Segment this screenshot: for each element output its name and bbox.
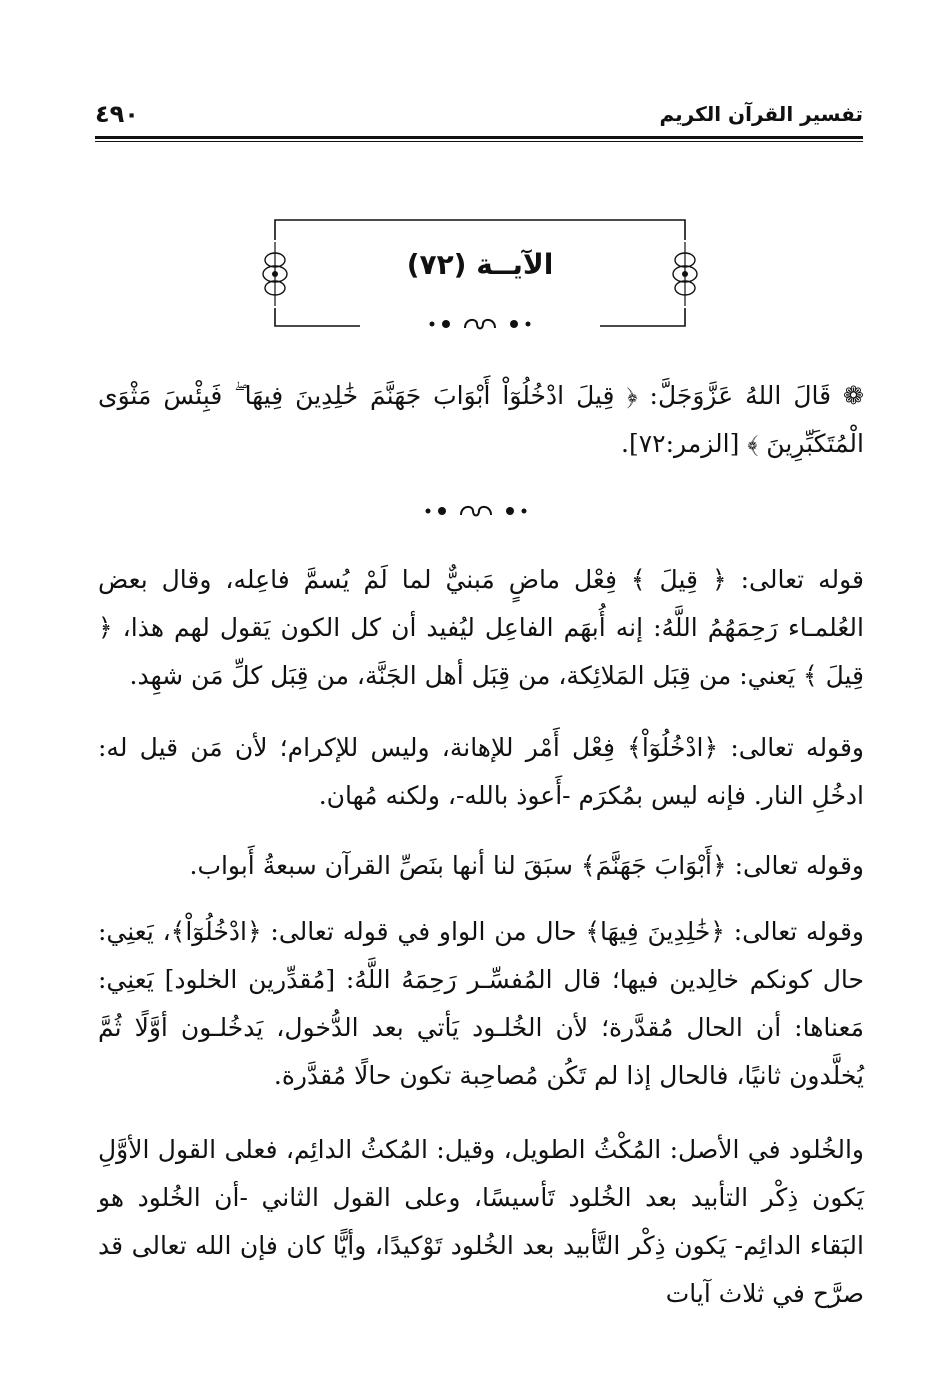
page-number: ٤٩٠	[95, 100, 139, 128]
paragraph: قوله تعالى: ﴿ قِيلَ ﴾ فِعْل ماضٍ مَبنيٌّ لما لَمْ يُسمَّ فاعِله، وقال بعض العُلمـاء رَحِمَهُمُ اللَّهُ: إنه أُبهَم الفاعِل ليُفيد أن كل الكون يَقول لهم هذا، ﴿ قِيلَ ﴾ يَعني: من قِبَل المَلائِكة، من قِبَل أهل الجَنَّة، من قِبَل كلِّ مَن شهِد.	[98, 565, 864, 690]
header-rule-thin	[95, 141, 863, 142]
paragraph: وقوله تعالى: ﴿أَبْوَابَ جَهَنَّمَ﴾ سبَقَ لنا أنها بنَصِّ القرآن سبعةُ أَبواب.	[189, 851, 864, 880]
dot-swirl-separator-icon	[420, 312, 540, 336]
paragraph: وقوله تعالى: ﴿ادْخُلُوٓاْ﴾ فِعْل أَمْر للإهانة، وليس للإكرام؛ لأن مَن قيل له: ادخُلِ النار. فإنه ليس بمُكرَم -أَعوذ بالله-، ولكنه مُهان.	[98, 733, 864, 810]
ayah-title: الآيــة (٧٢)	[406, 248, 554, 281]
page-header	[95, 100, 863, 140]
book-title: تفسير القرآن الكريم	[659, 102, 863, 126]
dot-swirl-separator-icon	[380, 497, 570, 525]
ayah-title-frame	[270, 218, 690, 330]
paragraph: وقوله تعالى: ﴿خَٰلِدِينَ فِيهَا﴾ حال من الواو في قوله تعالى: ﴿ادْخُلُوٓاْ﴾، يَعنِي: حال كونكم خالِدين فيها؛ قال المُفسِّـر رَحِمَهُ اللَّهُ: [مُقدِّرين الخلود] يَعنِي: مَعناها: أن الحال مُقدَّرة؛ لأن الخُلـود يَأتي بعد الدُّخول، يَدخُلـون أوَّلًا ثُمَّ يُخلَّدون ثانيًا، فالحال إذا لم تَكُن مُصاحِبة تكون حالًا مُقدَّرة.	[98, 917, 864, 1090]
header-rule-thick	[95, 136, 863, 139]
paragraph: والخُلود في الأصل: المُكْثُ الطويل، وقيل: المُكثُ الدائِم، فعلى القول الأوَّلِ يَكون ذِكْر التأبيد بعد الخُلود تَأسيسًا، وعلى القول الثاني -أن الخُلود هو البَقاء الدائِم- يَكون ذِكْر التَّأبيد بعد الخُلود تَوْكيدًا، وأيًّا كان فإن الله تعالى قد صرَّح في ثلاث آيات	[98, 1135, 864, 1308]
verse-quote: ❁ قَالَ اللهُ عَزَّوَجَلَّ: ﴿ قِيلَ ادْخُلُوٓاْ أَبْوَابَ جَهَنَّمَ خَٰلِدِينَ فِيهَا ۖ فَبِئْسَ مَثْوَى الْمُتَكَبِّرِينَ ﴾ [الزمر:٧٢].	[98, 381, 864, 458]
